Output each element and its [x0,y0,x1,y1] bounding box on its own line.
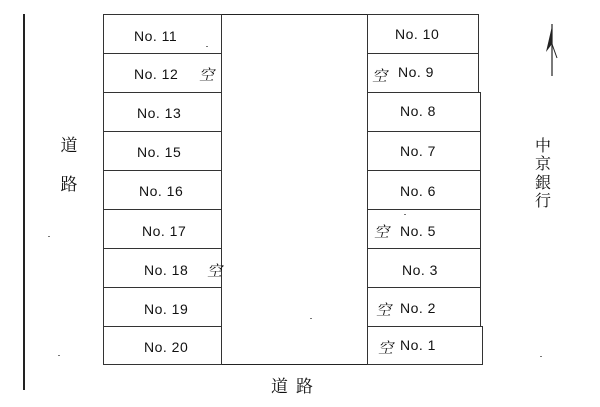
bank-char-1: 中 [534,136,551,155]
spot-number: No. 18 [144,262,189,278]
parking-spot-6[interactable] [367,170,481,210]
spot-number: No. 7 [400,143,436,159]
spot-number: No. 8 [400,103,436,119]
spot-number: No. 19 [144,301,189,317]
spot-number: No. 6 [400,183,436,199]
vacant-mark: 空 [378,339,394,357]
left-parking-column [103,14,222,365]
vacant-mark: 空 [372,67,388,85]
parking-spot-3[interactable] [367,248,481,288]
scan-speck [48,236,50,237]
parking-spot-5[interactable] [367,209,481,249]
right-parking-column [367,14,483,365]
parking-spot-1[interactable] [367,326,483,365]
parking-spot-17[interactable] [103,209,222,249]
bank-char-4: 行 [534,191,551,211]
spot-number: No. 17 [142,223,187,239]
parking-spot-18[interactable] [103,248,222,288]
scan-speck [540,356,542,357]
parking-spot-12[interactable] [103,53,222,93]
spot-number: No. 20 [144,339,189,355]
spot-number: No. 11 [134,28,178,44]
parking-spot-8[interactable] [367,92,481,132]
spot-number: No. 9 [398,64,434,80]
spot-number: No. 2 [400,300,436,316]
scan-speck [404,214,406,215]
bottom-road-label [271,372,321,397]
parking-spot-10[interactable] [367,14,479,54]
parking-spot-2[interactable] [367,287,481,327]
bank-char-3: 銀 [534,172,551,192]
spot-number: No. 12 [134,66,179,82]
left-road-char-1: 道 [60,136,78,156]
parking-spot-11[interactable] [103,14,222,54]
parking-spot-7[interactable] [367,131,481,171]
vacant-mark: 空 [374,223,390,241]
parking-spot-19[interactable] [103,287,222,327]
left-road-char-2: 路 [60,175,78,195]
scan-speck [206,46,208,47]
bank-label [533,137,553,211]
north-arrow-icon [540,22,560,78]
spot-number: No. 10 [395,26,440,42]
spot-number: No. 3 [402,262,438,278]
parking-spot-15[interactable] [103,131,222,171]
bank-char-2: 京 [534,154,551,174]
spot-number: No. 13 [137,105,182,121]
scan-speck [58,355,60,356]
parking-spot-16[interactable] [103,170,222,210]
vacant-mark: 空 [376,301,392,319]
spot-number: No. 1 [400,337,436,353]
left-road-label [59,138,79,194]
vacant-mark: 空 [207,262,223,280]
scan-speck [310,318,312,319]
parking-spot-9[interactable] [367,53,479,93]
spot-number: No. 15 [137,144,182,160]
spot-number: No. 5 [400,223,436,239]
parking-spot-13[interactable] [103,92,222,132]
spot-number: No. 16 [139,183,184,199]
bottom-road-text: 道路 [271,377,321,397]
parking-spot-20[interactable] [103,326,222,365]
vacant-mark: 空 [199,66,215,84]
left-road-line [23,14,25,390]
